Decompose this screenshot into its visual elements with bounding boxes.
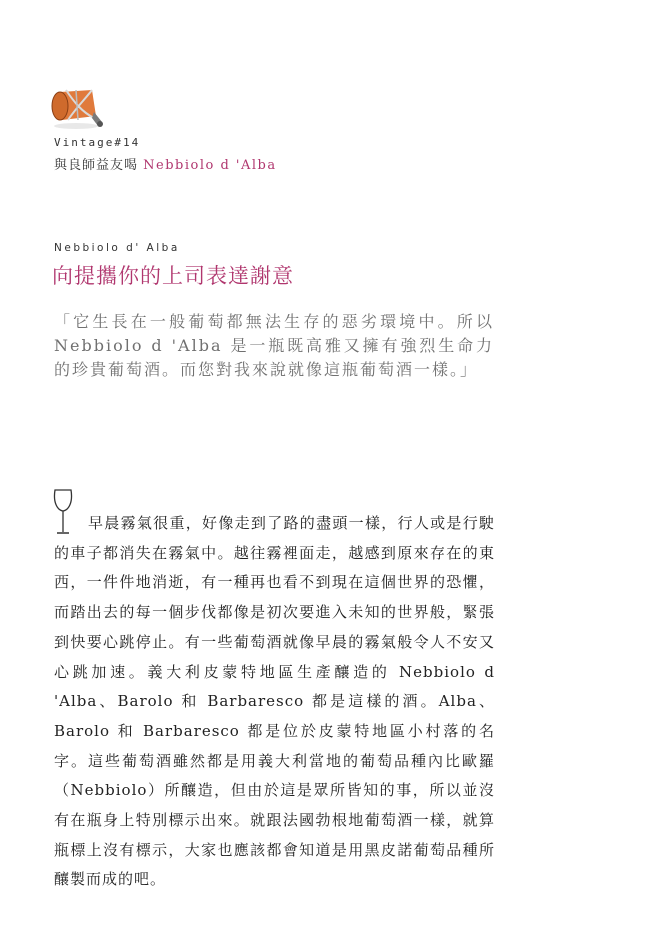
- quote-paragraph: 「它生長在一般葡萄都無法生存的惡劣環境中。所以Nebbiolo d 'Alba 是一瓶既高雅又擁有強烈生命力的珍貴葡萄酒。而您對我來說就像這瓶葡萄酒一樣。」: [54, 312, 494, 379]
- series-title-zh: 與良師益友喝: [54, 158, 139, 173]
- chapter-title: 向提攜你的上司表達謝意: [52, 264, 294, 288]
- body-paragraph: 早晨霧氣很重，好像走到了路的盡頭一樣，行人或是行駛的車子都消失在霧氣中。越往霧裡面走，越感到原來存在的東西，一件件地消逝，有一種再也看不到現在這個世界的恐懼，而踏出去的每一個步伐都像是初次要進入未知的世界般，緊張到快要心跳停止。有一些葡萄酒就像早晨的霧氣般令人不安又心跳加速。義大利皮蒙特地區生產釀造的 Nebbiolo d 'Alba、Barolo 和 Barbaresco 都是這樣的酒。Alba、Barolo 和 Barbaresco 都是位於皮蒙特地區小村落的名字。這些葡萄酒雖然都是用義大利當地的葡萄品種內比歐羅（Nebbiolo）所釀造，但由於這是眾所皆知的事，所以並沒有在瓶身上特別標示出來。就跟法國勃根地葡萄酒一樣，就算瓶標上沒有標示，大家也應該都會知道是用黑皮諾葡萄品種所釀製而成的吧。: [54, 514, 495, 889]
- cork-icon: [46, 82, 108, 130]
- series-label: Vintage#14: [54, 136, 141, 149]
- series-title-en: Nebbiolo d 'Alba: [143, 158, 277, 173]
- series-title: [54, 154, 277, 173]
- wine-label: Nebbiolo d' Alba: [54, 242, 180, 254]
